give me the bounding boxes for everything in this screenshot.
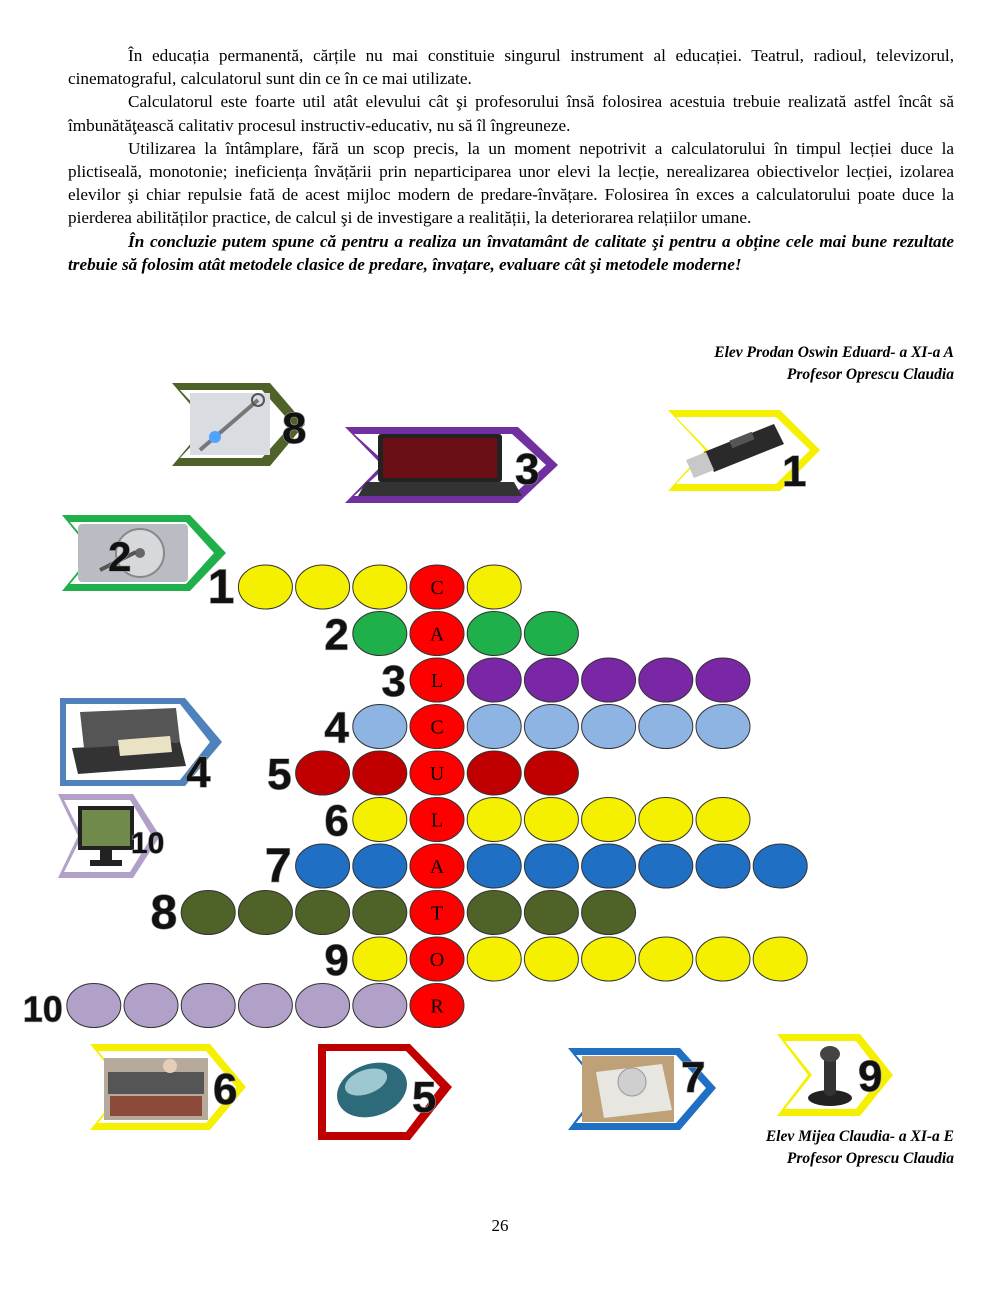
clue-tile-2 bbox=[62, 515, 226, 591]
crossword-grid bbox=[23, 561, 807, 1030]
answer-cell bbox=[753, 937, 807, 981]
crossword-row-2 bbox=[324, 611, 578, 660]
answer-cell bbox=[353, 565, 407, 609]
answer-cell bbox=[67, 984, 121, 1028]
laptop-icon bbox=[358, 434, 522, 496]
keyword-letter: T bbox=[430, 902, 444, 925]
keyword-letter: R bbox=[430, 995, 444, 1018]
row-number: 6 bbox=[324, 796, 349, 846]
answer-cell bbox=[582, 658, 636, 702]
clue-number: 10 bbox=[131, 827, 165, 860]
clue-number: 1 bbox=[782, 447, 807, 496]
crossword-row-3 bbox=[382, 657, 750, 706]
teacher-name: Profesor Oprescu Claudia bbox=[786, 366, 954, 383]
answer-cell bbox=[467, 751, 521, 795]
clue-number: 3 bbox=[515, 445, 540, 494]
conclusion-paragraph: În concluzie putem spune că pentru a realiza un învatamânt de calitate şi pentru a obține cele mai bune rezultate trebuie să folosim atât metodele clasice de predare, învațare, evaluare cât şi metodele moderne! bbox=[68, 231, 954, 274]
answer-cell bbox=[124, 984, 178, 1028]
answer-cell bbox=[639, 658, 693, 702]
answer-cell bbox=[296, 751, 350, 795]
answer-cell bbox=[524, 658, 578, 702]
row-number: 10 bbox=[22, 988, 63, 1030]
paragraph-3: Utilizarea la întâmplare, fără un scop precis, la un moment nepotrivit a calculatorului în timpul lecției duce la plictiseală, monotonie; ineficiența învățării prin neparticiparea unor elevi la lecție, nerealizarea obiectivelor lecției, izolarea elevilor şi chiar repulsie fată de acest mijloc modern de predare-învățare. Folosirea în exces a calculatorului poate duce la pierderea abilităților practice, de calcul şi de investigare a realității, la deteriorarea relațiilor umane. bbox=[68, 138, 954, 228]
answer-cell bbox=[582, 937, 636, 981]
clue-number: 5 bbox=[412, 1073, 437, 1122]
clue-number: 8 bbox=[282, 404, 307, 453]
crossword-row-4 bbox=[324, 704, 750, 753]
clue-tile-5 bbox=[318, 1044, 452, 1140]
answer-cell bbox=[696, 844, 750, 888]
answer-cell bbox=[639, 798, 693, 842]
keyword-letter: L bbox=[430, 809, 444, 832]
signature-bottom bbox=[766, 1126, 954, 1170]
page-number: 26 bbox=[491, 1216, 509, 1235]
clue-tile-3 bbox=[345, 427, 558, 503]
clue-number: 6 bbox=[213, 1065, 238, 1114]
crossword-row-6 bbox=[324, 797, 750, 846]
answer-cell bbox=[582, 891, 636, 935]
scanner-icon bbox=[72, 708, 186, 774]
answer-cell bbox=[353, 891, 407, 935]
row-number: 8 bbox=[150, 886, 178, 940]
answer-cell bbox=[296, 844, 350, 888]
crossword-row-8 bbox=[150, 887, 635, 940]
row-number: 9 bbox=[324, 936, 349, 985]
row-number: 4 bbox=[324, 703, 349, 753]
answer-cell bbox=[181, 984, 235, 1028]
crossword-row-10 bbox=[23, 984, 464, 1030]
clue-tile-6 bbox=[90, 1044, 246, 1130]
trackball-icon bbox=[582, 1056, 674, 1122]
crossword-row-1 bbox=[208, 561, 522, 614]
answer-cell bbox=[753, 844, 807, 888]
answer-cell bbox=[467, 658, 521, 702]
crossword-row-9 bbox=[324, 936, 807, 985]
keyword-letter: O bbox=[429, 949, 445, 971]
clue-number: 2 bbox=[108, 533, 132, 580]
keyword-letter: C bbox=[430, 716, 444, 739]
answer-cell bbox=[353, 751, 407, 795]
answer-cell bbox=[296, 565, 350, 609]
clue-tile-4 bbox=[60, 698, 222, 797]
crossword-row-7 bbox=[265, 840, 807, 893]
answer-cell bbox=[238, 984, 292, 1028]
answer-cell bbox=[467, 844, 521, 888]
answer-cell bbox=[353, 798, 407, 842]
keyword-letter: L bbox=[430, 670, 444, 692]
answer-cell bbox=[467, 798, 521, 842]
answer-cell bbox=[696, 705, 750, 749]
answer-cell bbox=[181, 891, 235, 935]
answer-cell bbox=[696, 798, 750, 842]
answer-cell bbox=[467, 705, 521, 749]
answer-cell bbox=[353, 844, 407, 888]
answer-cell bbox=[467, 937, 521, 981]
answer-cell bbox=[639, 844, 693, 888]
student-name: Elev Prodan Oswin Eduard- a XI-a A bbox=[714, 344, 954, 361]
answer-cell bbox=[296, 984, 350, 1028]
answer-cell bbox=[467, 565, 521, 609]
clue-number: 7 bbox=[681, 1053, 706, 1102]
answer-cell bbox=[582, 844, 636, 888]
row-number: 2 bbox=[324, 610, 349, 660]
answer-cell bbox=[582, 798, 636, 842]
crossword-row-5 bbox=[267, 750, 578, 799]
answer-cell bbox=[296, 891, 350, 935]
plotter-icon bbox=[104, 1058, 208, 1120]
answer-cell bbox=[696, 937, 750, 981]
hard-disk-icon bbox=[78, 524, 188, 582]
clue-tile-8 bbox=[172, 383, 306, 466]
paragraph-1: În educația permanentă, cărțile nu mai constituie singurul instrument al educației. Teatrul, radioul, televizorul, cinematograful, calculatorul sunt din ce în ce mai utilizate. bbox=[68, 46, 954, 89]
keyword-letter: C bbox=[430, 577, 444, 599]
answer-cell bbox=[467, 612, 521, 656]
answer-cell bbox=[353, 612, 407, 656]
answer-cell bbox=[238, 565, 292, 609]
answer-cell bbox=[524, 612, 578, 656]
answer-cell bbox=[639, 705, 693, 749]
teacher-name: Profesor Oprescu Claudia bbox=[786, 1150, 954, 1167]
answer-cell bbox=[238, 891, 292, 935]
keyword-letter: A bbox=[429, 623, 445, 646]
keyword-letter: A bbox=[429, 856, 445, 878]
answer-cell bbox=[582, 705, 636, 749]
clue-number: 9 bbox=[858, 1052, 883, 1101]
clue-tile-1 bbox=[668, 410, 820, 496]
answer-cell bbox=[524, 798, 578, 842]
clue-tile-9 bbox=[777, 1034, 893, 1116]
answer-cell bbox=[639, 937, 693, 981]
answer-cell bbox=[524, 705, 578, 749]
answer-cell bbox=[353, 937, 407, 981]
answer-cell bbox=[524, 891, 578, 935]
paragraph-2: Calculatorul este foarte util atât elevului cât şi profesorului însă folosirea acestuia trebuie realizată astfel încât să îmbunătăţească calitativ procesul instructiv-educativ, nu să îl îngreuneze. bbox=[68, 92, 954, 135]
clue-tile-7 bbox=[568, 1048, 716, 1130]
answer-cell bbox=[524, 751, 578, 795]
clue-tile-10 bbox=[58, 794, 164, 878]
answer-cell bbox=[524, 844, 578, 888]
row-number: 3 bbox=[381, 657, 406, 706]
student-name: Elev Mijea Claudia- a XI-a E bbox=[765, 1128, 954, 1145]
answer-cell bbox=[696, 658, 750, 702]
answer-cell bbox=[353, 984, 407, 1028]
row-number: 7 bbox=[264, 840, 292, 893]
clue-number: 4 bbox=[186, 748, 211, 797]
answer-cell bbox=[467, 891, 521, 935]
keyword-letter: U bbox=[429, 763, 445, 785]
answer-cell bbox=[353, 705, 407, 749]
row-number: 1 bbox=[207, 561, 235, 614]
row-number: 5 bbox=[267, 750, 292, 799]
answer-cell bbox=[524, 937, 578, 981]
